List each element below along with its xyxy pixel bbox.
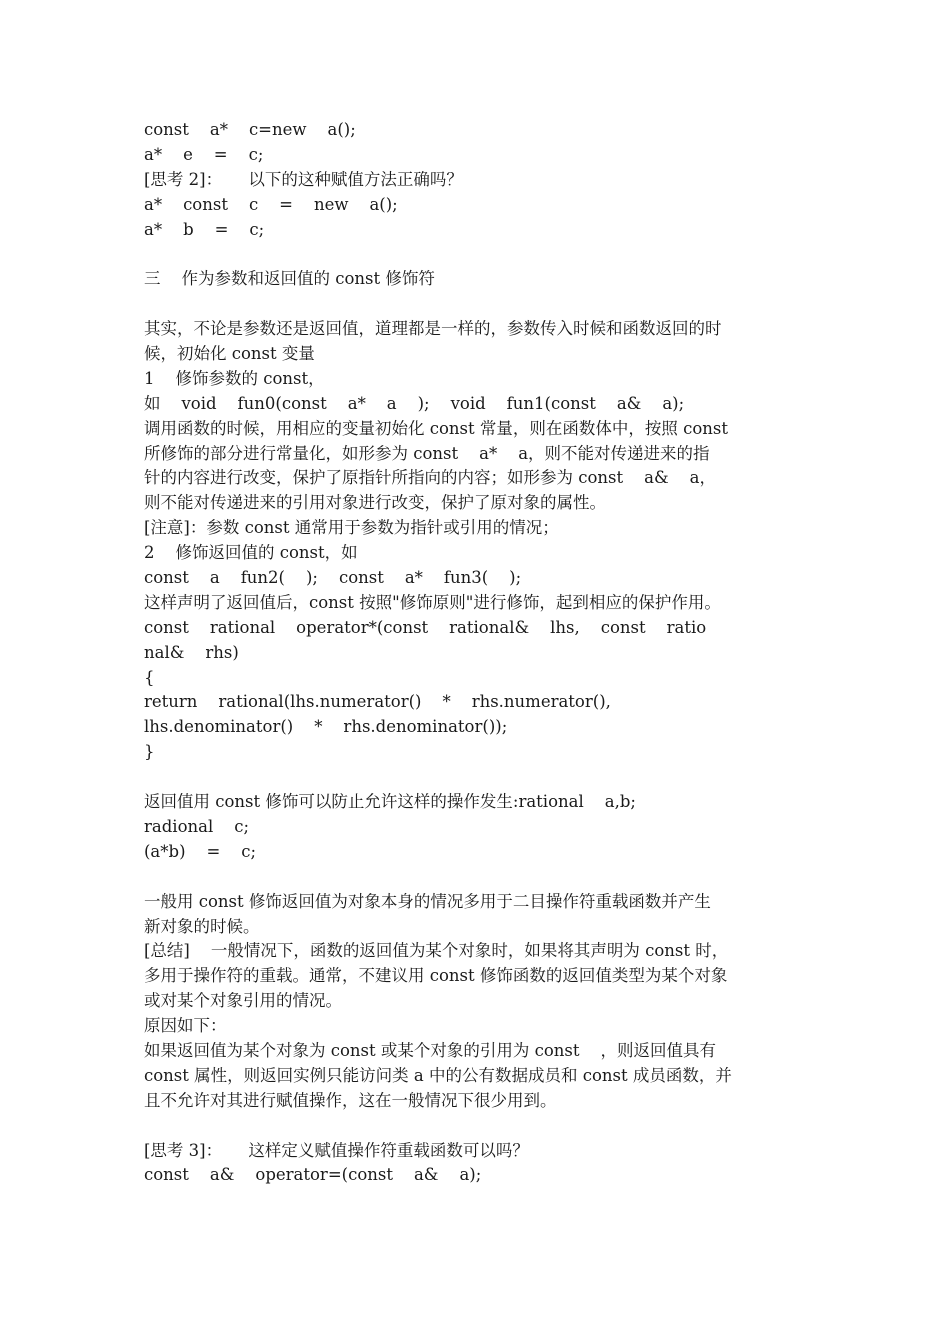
text-line: 则不能对传递进来的引用对象进行改变，保护了原对象的属性。 bbox=[144, 493, 606, 513]
text-line: a* e = c; bbox=[144, 144, 264, 164]
text-line: 针的内容进行改变，保护了原指针所指向的内容；如形参为 const a& a， bbox=[144, 468, 716, 488]
text-line: 所修饰的部分进行常量化，如形参为 const a* a，则不能对传递进来的指 bbox=[144, 443, 710, 463]
text-line: 2 修饰返回值的 const，如 bbox=[144, 543, 358, 563]
blank-line bbox=[144, 765, 808, 790]
text-line: [思考 2]： 以下的这种赋值方法正确吗？ bbox=[144, 169, 463, 189]
text-line: 如 void fun0(const a* a ); void fun1(const a& a); bbox=[144, 393, 685, 413]
blank-line bbox=[144, 292, 808, 317]
text-line: a* b = c; bbox=[144, 219, 265, 239]
text-line: 返回值用 const 修饰可以防止允许这样的操作发生:rational a,b; bbox=[144, 792, 636, 812]
text-line: nal& rhs) bbox=[144, 642, 239, 662]
text-line: [注意]：参数 const 通常用于参数为指针或引用的情况； bbox=[144, 518, 559, 538]
blank-line bbox=[144, 1114, 808, 1139]
text-line: 如果返回值为某个对象为 const 或某个对象的引用为 const ，则返回值具有 bbox=[144, 1040, 717, 1060]
text-line: return rational(lhs.numerator() * rhs.numerator(), bbox=[144, 692, 611, 712]
text-line: const a fun2( ); const a* fun3( ); bbox=[144, 568, 522, 588]
text-line: 多用于操作符的重载。通常，不建议用 const 修饰函数的返回值类型为某个对象 bbox=[144, 966, 728, 986]
text-line: 且不允许对其进行赋值操作，这在一般情况下很少用到。 bbox=[144, 1090, 557, 1110]
text-line: { bbox=[144, 667, 155, 687]
blank-line bbox=[144, 242, 808, 267]
text-line: const a* c=new a(); bbox=[144, 120, 356, 139]
text-line: const rational operator*(const rational& lhs, const ratio bbox=[144, 617, 707, 637]
text-line: const 属性，则返回实例只能访问类 a 中的公有数据成员和 const 成员函数，并 bbox=[144, 1065, 732, 1085]
text-line: (a*b) = c; bbox=[144, 841, 257, 861]
text-line: 调用函数的时候，用相应的变量初始化 const 常量，则在函数体中，按照 const bbox=[144, 418, 729, 438]
text-line: [思考 3]： 这样定义赋值操作符重载函数可以吗？ bbox=[144, 1140, 529, 1160]
section-heading: 三 作为参数和返回值的 const 修饰符 bbox=[144, 269, 435, 289]
text-line: 一般用 const 修饰返回值为对象本身的情况多用于二目操作符重载函数并产生 bbox=[144, 891, 711, 911]
text-line: 1 修饰参数的 const， bbox=[144, 368, 325, 388]
text-line: lhs.denominator() * rhs.denominator()); bbox=[144, 717, 508, 737]
text-line: 这样声明了返回值后，const 按照"修饰原则"进行修饰，起到相应的保护作用。 bbox=[144, 592, 721, 612]
text-line: 新对象的时候。 bbox=[144, 916, 260, 936]
text-line: 或对某个对象引用的情况。 bbox=[144, 991, 342, 1011]
text-line: } bbox=[144, 742, 155, 762]
blank-line bbox=[144, 865, 808, 890]
text-line: 候，初始化 const 变量 bbox=[144, 344, 315, 364]
document-body bbox=[144, 118, 808, 1188]
text-line: [总结] 一般情况下，函数的返回值为某个对象时，如果将其声明为 const 时， bbox=[144, 941, 729, 961]
text-line: const a& operator=(const a& a); bbox=[144, 1165, 482, 1185]
text-line: 原因如下： bbox=[144, 1016, 227, 1036]
text-line: a* const c = new a(); bbox=[144, 194, 398, 214]
text-line: radional c; bbox=[144, 816, 250, 836]
text-line: 其实，不论是参数还是返回值，道理都是一样的，参数传入时候和函数返回的时 bbox=[144, 319, 722, 339]
